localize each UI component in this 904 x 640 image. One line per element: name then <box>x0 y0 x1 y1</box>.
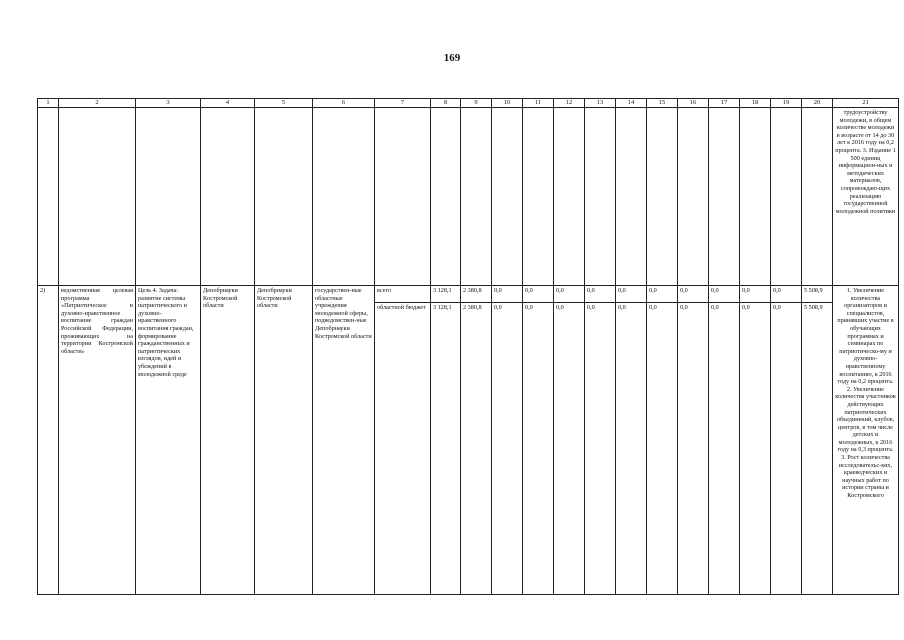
value-cell: 0,0 <box>585 303 616 595</box>
column-header: 1 <box>38 99 59 108</box>
value-cell: 0,0 <box>678 286 709 303</box>
column-header: 7 <box>375 99 431 108</box>
value-cell: 2 380,8 <box>461 303 492 595</box>
column-header: 20 <box>802 99 833 108</box>
value-cell: 0,0 <box>647 303 678 595</box>
column-header: 2 <box>59 99 136 108</box>
value-cell: 0,0 <box>523 303 554 595</box>
value-cell: 0,0 <box>616 286 647 303</box>
program-name: ведомственная целевая программа «Патриотическое и духовно-нравственное воспитание граждан Российской Федерации, проживающих на территории Костромской области» <box>59 286 136 595</box>
executors: государствен-ные областные учреждения молодежной сферы, подведомствен-ные Депобрнауки Костромской области <box>313 286 375 595</box>
expected-results: 1. Увеличение количества организаторов и специалистов, принявших участие в обучающих программах и семинарах по патриотическо-му и духовно-нравственному воспитанию, к 2016 году на 0,2 процента. 2. Увеличение количества участников действующих патриотических объединений, клубов, центров, в том числе детских и молодежных, к 2016 году на 0,3 процента. 3. Рост количества исследовательс-ких, краеведческих и научных работ по истории страны и Костромского <box>833 286 899 595</box>
goal-task: Цель 4. Задача: развитие системы патриотического и духовно-нравственного воспитания граждан, формирование гражданственных и патриотических взглядов, идей и убеждений в молодежной среде <box>136 286 201 595</box>
column-header: 15 <box>647 99 678 108</box>
column-header: 14 <box>616 99 647 108</box>
state-customer: Депобрнауки Костромской области <box>201 286 255 595</box>
column-header: 4 <box>201 99 255 108</box>
value-cell: 0,0 <box>523 286 554 303</box>
value-cell: 2 380,8 <box>461 286 492 303</box>
column-header: 21 <box>833 99 899 108</box>
column-header: 16 <box>678 99 709 108</box>
column-header: 8 <box>431 99 461 108</box>
value-cell: 0,0 <box>740 286 771 303</box>
row-number: 2) <box>38 286 59 595</box>
column-header: 10 <box>492 99 523 108</box>
continuation-results: трудоустройству молодежи, в общем количестве молодежи в возрасте от 14 до 30 лет к 2016 году на 0,2 процента. 3. Издание 1 500 единиц информацион-ных и методических материалов, сопровождаю-щих реализацию государственной молодежной политики <box>833 108 899 286</box>
column-header: 9 <box>461 99 492 108</box>
value-cell: 5 508,9 <box>802 303 833 595</box>
value-cell: 0,0 <box>771 303 802 595</box>
continuation-row <box>38 108 899 286</box>
value-cell: 3 128,1 <box>431 303 461 595</box>
value-cell: 0,0 <box>616 303 647 595</box>
value-cell: 0,0 <box>647 286 678 303</box>
column-header: 6 <box>313 99 375 108</box>
value-cell: 0,0 <box>709 303 740 595</box>
value-cell: 0,0 <box>709 286 740 303</box>
value-cell: 0,0 <box>771 286 802 303</box>
value-cell: 0,0 <box>492 286 523 303</box>
coordinator: Депобрнауки Костромской области <box>255 286 313 595</box>
value-cell: 0,0 <box>554 303 585 595</box>
page-number: 169 <box>443 52 461 64</box>
value-cell: 0,0 <box>678 303 709 595</box>
program-table <box>37 98 899 595</box>
column-header: 18 <box>740 99 771 108</box>
column-header: 11 <box>523 99 554 108</box>
funding-source: областной бюджет <box>375 303 431 595</box>
column-header: 5 <box>255 99 313 108</box>
value-cell: 5 508,9 <box>802 286 833 303</box>
value-cell: 3 128,1 <box>431 286 461 303</box>
funding-source: всего <box>375 286 431 303</box>
column-header: 19 <box>771 99 802 108</box>
header-row <box>38 99 899 108</box>
table-row <box>38 286 899 303</box>
column-header: 17 <box>709 99 740 108</box>
value-cell: 0,0 <box>585 286 616 303</box>
column-header: 3 <box>136 99 201 108</box>
column-header: 12 <box>554 99 585 108</box>
value-cell: 0,0 <box>554 286 585 303</box>
value-cell: 0,0 <box>740 303 771 595</box>
value-cell: 0,0 <box>492 303 523 595</box>
column-header: 13 <box>585 99 616 108</box>
